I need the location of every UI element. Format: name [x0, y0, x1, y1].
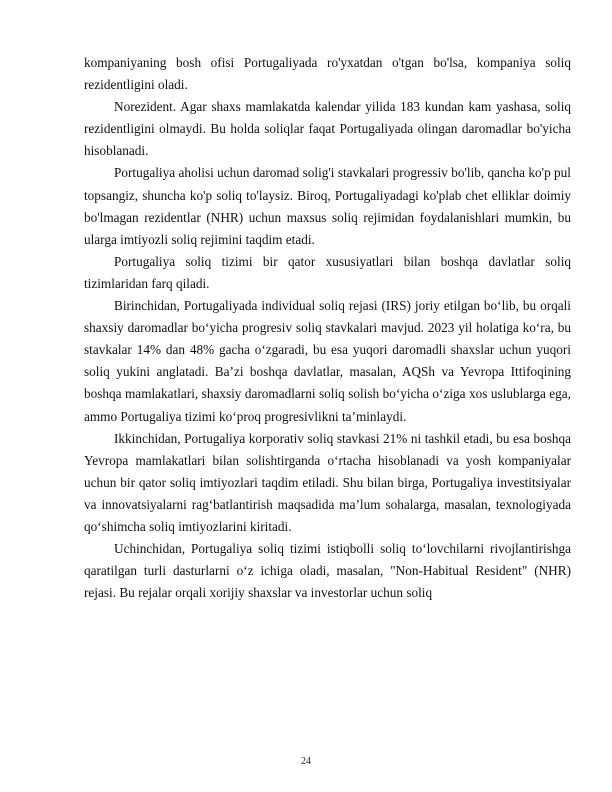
paragraph-second-feature: Ikkinchidan, Portugaliya korporativ soliq stavkasi 21% ni tashkil etadi, bu esa boshqa Yevropa mamlakatlari bilan solishtirganda o‘rtacha hisoblanadi va yosh kompaniyalar uchun bir qator soliq imtiyozlari taqdim etiladi. Shu bilan birga, Portugaliya investitsiyalar va innovatsiyalarni rag‘batlantirish maqsadida ma’lum sohalarga, masalan, texnologiyada qo‘shimcha soliq imtiyozlarini kiritadi. — [84, 430, 571, 534]
document-body — [84, 52, 571, 604]
paragraph-continuation: kompaniyaning bosh ofisi Portugaliyada ro'yxatdan o'tgan bo'lsa, kompaniya soliq rezidentligini oladi. — [84, 55, 571, 93]
paragraph-tax-system-features: Portugaliya soliq tizimi bir qator xususiyatlari bilan boshqa davlatlar soliq tizimlaridan farq qiladi. — [84, 253, 571, 291]
paragraph-income-tax-rates: Portugaliya aholisi uchun daromad solig'i stavkalari progressiv bo'lib, qancha ko'p pul topsangiz, shuncha ko'p soliq to'laysiz. Biroq, Portugaliyadagi ko'plab chet elliklar doimiy bo'lmagan rezidentlar (NHR) uchun maxsus soliq rejimidan foydalanishlari mumkin, bu ularga imtiyozli soliq rejimini taqdim etadi. — [84, 165, 571, 247]
page-number: 24 — [301, 756, 311, 767]
paragraph-first-feature: Birinchidan, Portugaliyada individual soliq rejasi (IRS) joriy etilgan bo‘lib, bu orqali shaxsiy daromadlar bo‘yicha progresiv soliq stavkalari mavjud. 2023 yil holatiga ko‘ra, bu stavkalar 14% dan 48% gacha o‘zgaradi, bu esa yuqori daromadli shaxslar uchun yuqori soliq yukini anglatadi. Ba’zi boshqa davlatlar, masalan, AQSh va Yevropa Ittifoqining boshqa mamlakatlari, shaxsiy daromadlarni soliq solish bo‘yicha o‘ziga xos uslublarga ega, ammo Portugaliya tizimi ko‘proq progresivlikni ta’minlaydi. — [84, 298, 571, 424]
paragraph-third-feature: Uchinchidan, Portugaliya soliq tizimi istiqbolli soliq to‘lovchilarni rivojlantirishga qaratilgan turli dasturlarni o‘z ichiga oladi, masalan, "Non-Habitual Resident" (NHR) rejasi. Bu rejalar orqali xorijiy shaxslar va investorlar uchun soliq — [84, 541, 571, 601]
paragraph-nonresident: Norezident. Agar shaxs mamlakatda kalendar yilida 183 kundan kam yashasa, soliq rezidentligini olmaydi. Bu holda soliqlar faqat Portugaliyada olingan daromadlar bo'yicha hisoblanadi. — [84, 99, 571, 159]
